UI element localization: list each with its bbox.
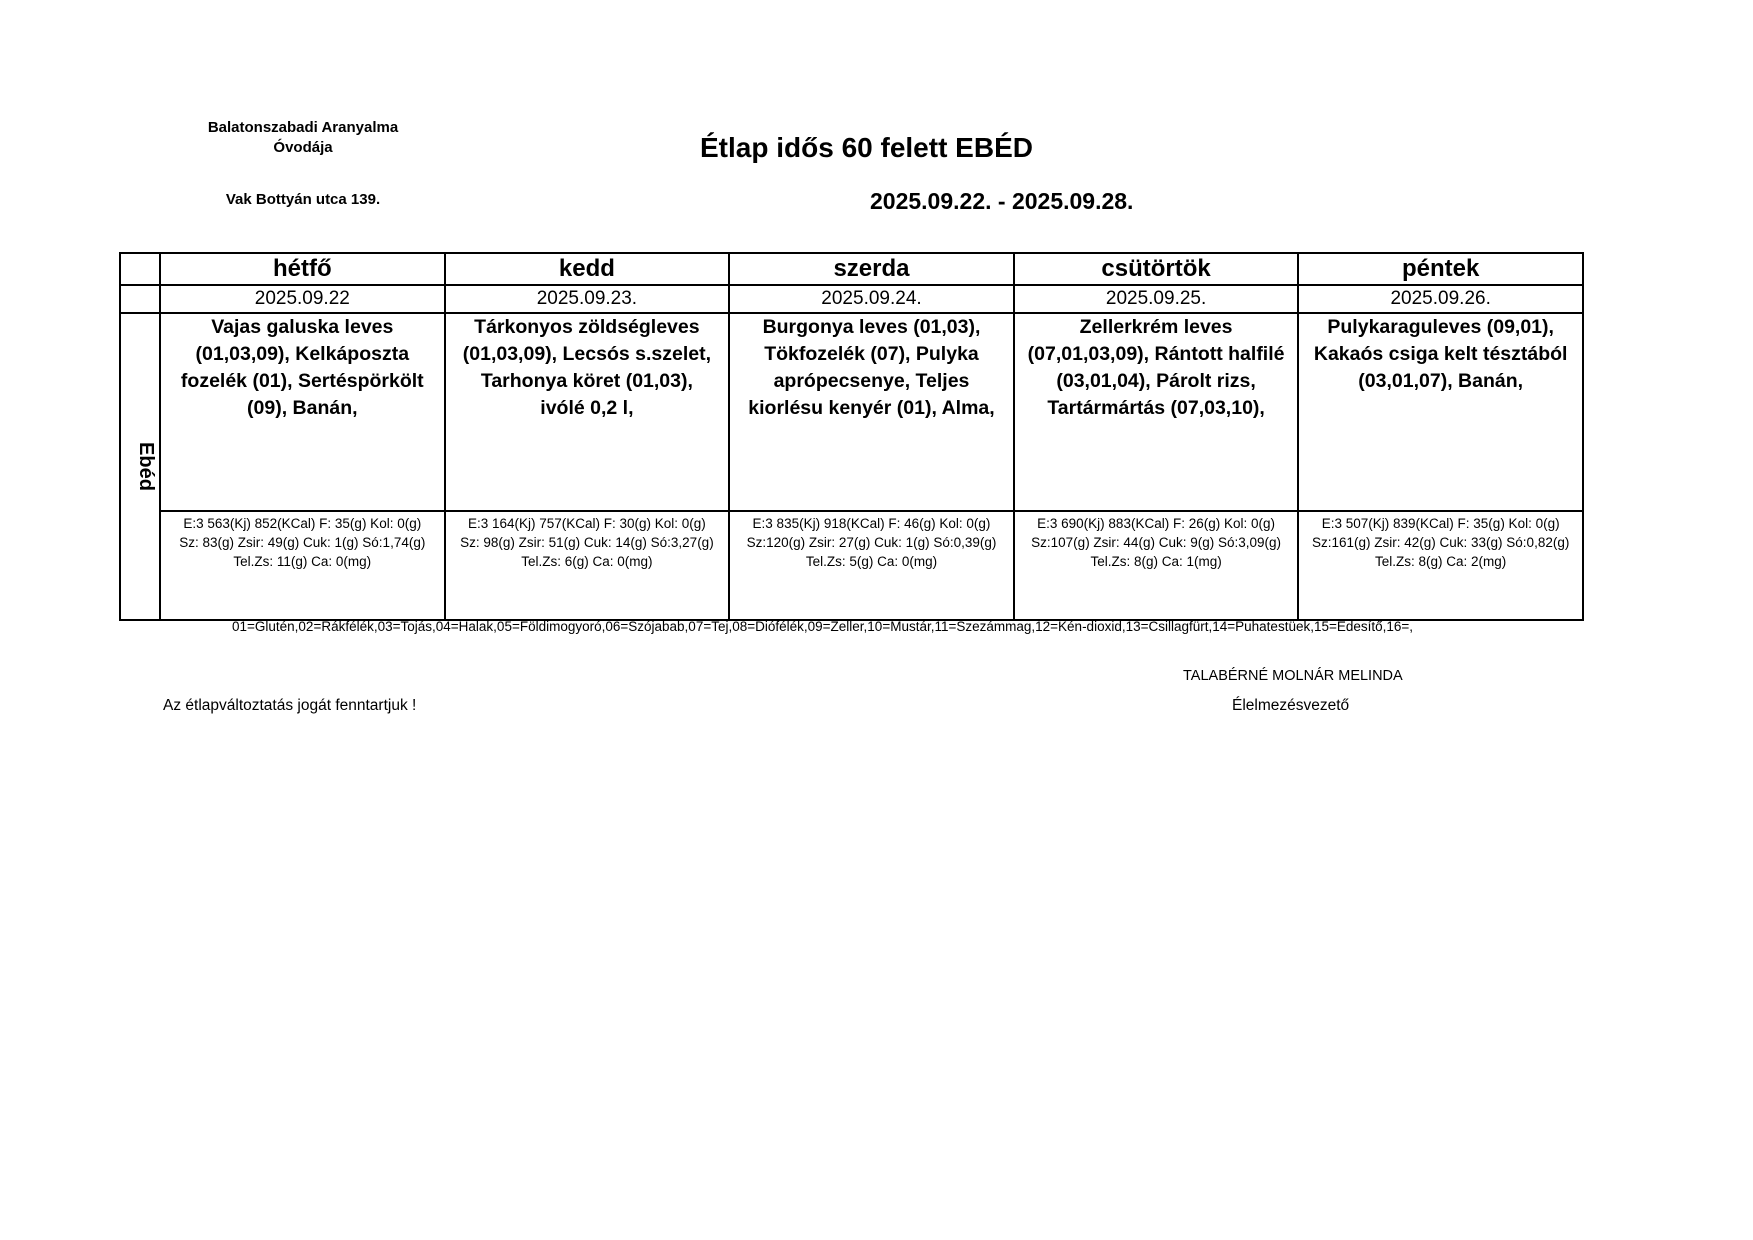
- day-name-row: [120, 253, 1583, 285]
- day-date: 2025.09.25.: [1014, 285, 1299, 313]
- meal-label-cell: [120, 313, 160, 620]
- institution-line-1: Balatonszabadi Aranyalma: [207, 119, 399, 136]
- day-date: 2025.09.26.: [1298, 285, 1583, 313]
- page-title: Étlap idős 60 felett EBÉD: [700, 132, 1033, 163]
- nutrition-line: Tel.Zs: 6(g) Ca: 0(mg): [521, 554, 653, 569]
- dish-line: (01,03,09), Lecsós s.szelet,: [462, 343, 711, 365]
- nutrition-cell: [1014, 511, 1299, 620]
- nutrition-line: E:3 507(Kj) 839(KCal) F: 35(g) Kol: 0(g): [1321, 516, 1560, 531]
- dish-cell: [1014, 313, 1299, 511]
- dish-line: Kakaós csiga kelt tésztából: [1313, 343, 1568, 365]
- nutrition-line: Sz: 83(g) Zsir: 49(g) Cuk: 1(g) Só:1,74(g): [179, 535, 426, 550]
- menu-table: [119, 252, 1584, 621]
- day-name: hétfő: [160, 253, 445, 285]
- dish-cell: [729, 313, 1014, 511]
- nutrition-line: E:3 835(Kj) 918(KCal) F: 46(g) Kol: 0(g): [752, 516, 991, 531]
- dish-line: (01,03,09), Kelkáposzta: [195, 343, 410, 365]
- dish-cell: [160, 313, 445, 511]
- nutrition-line: Sz:120(g) Zsir: 27(g) Cuk: 1(g) Só:0,39(g): [746, 535, 997, 550]
- day-name: szerda: [729, 253, 1014, 285]
- dish-line: Burgonya leves (01,03),: [762, 316, 981, 338]
- nutrition-line: E:3 164(Kj) 757(KCal) F: 30(g) Kol: 0(g): [467, 516, 706, 531]
- dish-line: fozelék (01), Sertéspörkölt: [180, 370, 424, 392]
- institution-line-2: Óvodája: [273, 139, 333, 156]
- allergen-legend: 01=Glutén,02=Rákfélék,03=Tojás,04=Halak,05=Földimogyoró,06=Szójabab,07=Tej,08=Diófélék,09=Zeller,10=Mustár,11=Szezámmag,12=Kén-dioxid,13=Csillagfürt,14=Puhatestüek,15=Édesítő,16=,: [232, 619, 1414, 634]
- institution-address: Vak Bottyán utca 139.: [225, 191, 381, 208]
- dish-line: kiorlésu kenyér (01), Alma,: [748, 397, 995, 419]
- dish-cell: [1298, 313, 1583, 511]
- dish-line: aprópecsenye, Teljes: [773, 370, 970, 392]
- nutrition-line: Tel.Zs: 11(g) Ca: 0(mg): [233, 554, 372, 569]
- nutrition-line: Tel.Zs: 8(g) Ca: 2(mg): [1375, 554, 1507, 569]
- nutrition-row: [120, 511, 1583, 620]
- institution-name: [178, 118, 428, 158]
- nutrition-line: Tel.Zs: 8(g) Ca: 1(mg): [1090, 554, 1222, 569]
- footer-note: Az étlapváltoztatás jogát fenntartjuk !: [163, 697, 417, 714]
- corner-cell: [120, 253, 160, 285]
- date-range: 2025.09.22. - 2025.09.28.: [870, 188, 1134, 214]
- nutrition-cell: [1298, 511, 1583, 620]
- nutrition-line: Sz:161(g) Zsir: 42(g) Cuk: 33(g) Só:0,82(g): [1311, 535, 1570, 550]
- day-name: csütörtök: [1014, 253, 1299, 285]
- day-date: 2025.09.22: [160, 285, 445, 313]
- nutrition-line: E:3 690(Kj) 883(KCal) F: 26(g) Kol: 0(g): [1037, 516, 1275, 531]
- meal-label: Ebéd: [134, 442, 157, 491]
- nutrition-line: Sz:107(g) Zsir: 44(g) Cuk: 9(g) Só:3,09(g): [1031, 535, 1281, 550]
- nutrition-cell: [445, 511, 730, 620]
- day-name: kedd: [445, 253, 730, 285]
- dish-line: Pulykaraguleves (09,01),: [1327, 316, 1554, 338]
- signer-name: TALABÉRNÉ MOLNÁR MELINDA: [1183, 668, 1403, 684]
- dish-line: Tarhonya köret (01,03),: [480, 370, 693, 392]
- dish-row: [120, 313, 1583, 511]
- dish-line: (03,01,07), Banán,: [1358, 370, 1524, 392]
- dish-line: (07,01,03,09), Rántott halfilé: [1027, 343, 1285, 365]
- dish-line: (09), Banán,: [247, 397, 358, 419]
- day-name: péntek: [1298, 253, 1583, 285]
- nutrition-line: Sz: 98(g) Zsir: 51(g) Cuk: 14(g) Só:3,27(g): [460, 535, 714, 550]
- dish-line: Zellerkrém leves: [1079, 316, 1233, 338]
- day-date-row: [120, 285, 1583, 313]
- nutrition-line: Tel.Zs: 5(g) Ca: 0(mg): [805, 554, 938, 569]
- day-date: 2025.09.23.: [445, 285, 730, 313]
- day-date: 2025.09.24.: [729, 285, 1014, 313]
- dish-cell: [445, 313, 730, 511]
- dish-line: Vajas galuska leves: [211, 316, 394, 338]
- dish-line: Tökfozelék (07), Pulyka: [764, 343, 979, 365]
- dish-line: Tartármártás (07,03,10),: [1047, 397, 1265, 419]
- dish-line: ivólé 0,2 l,: [540, 397, 634, 419]
- corner-cell: [120, 285, 160, 313]
- nutrition-cell: [729, 511, 1014, 620]
- dish-line: (03,01,04), Párolt rizs,: [1056, 370, 1256, 392]
- signer-role: Élelmezésvezető: [1232, 697, 1350, 714]
- nutrition-line: E:3 563(Kj) 852(KCal) F: 35(g) Kol: 0(g): [183, 516, 422, 531]
- nutrition-cell: [160, 511, 445, 620]
- dish-line: Tárkonyos zöldségleves: [474, 316, 700, 338]
